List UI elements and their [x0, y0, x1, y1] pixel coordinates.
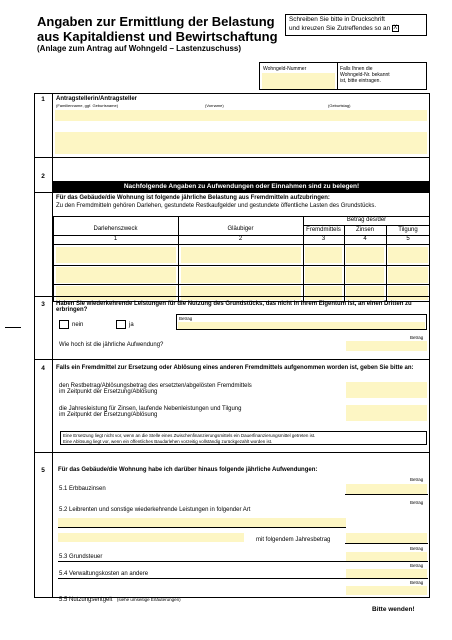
loan-row-2-glaeubiger[interactable] [181, 267, 301, 283]
print-notice-box [285, 14, 427, 36]
loan-row-2-fremd[interactable] [305, 267, 342, 283]
col-darlehenszweck: Darlehenszweck [93, 226, 138, 232]
section-5-5-hint: (siehe umseitige Erläuterungen) [116, 597, 181, 602]
divider-2 [34, 296, 430, 297]
ja-checkbox[interactable] [116, 320, 126, 329]
section-4-jahresleistung-input[interactable] [346, 405, 427, 421]
section-4-item-2 [59, 406, 241, 418]
section-4-item-1 [59, 383, 252, 395]
col-glaeubiger: Gläubiger [227, 226, 254, 232]
section-4-heading: Falls ein Fremdmittel zur Ersetzung oder Ablösung eines anderen Fremdmittels aufgenommen worden ist, geben Sie bitte an: [56, 365, 414, 371]
vorname-hint: (Vorname) [205, 103, 224, 108]
section-4-note-line-2: Eine Ablösung liegt vor, wenn ein öffentliches Baudarlehen vorzeitig vollständig zurückgezahlt worden ist. [63, 439, 273, 444]
section-5-3-rule [58, 561, 428, 562]
nein-label: nein [72, 322, 84, 328]
col-number-4: 4 [363, 236, 367, 242]
fold-mark [5, 327, 21, 328]
loan-row-3-darlehen[interactable] [56, 286, 176, 300]
section-5-5-row [59, 588, 181, 606]
loan-row-2-tilgung[interactable] [388, 267, 428, 283]
section-3-question-line-2: erbringen? [56, 307, 88, 313]
loan-number-line [53, 244, 430, 245]
section-2-sub: Zu den Fremdmitteln gehören Darlehen, gestundete Restkaufgelder und gestundete öffentliche Lasten des Grundstücks. [56, 203, 377, 209]
loan-row-3-zinsen[interactable] [346, 286, 384, 300]
nutzungsentgelt-input[interactable] [346, 586, 427, 595]
loan-row-1-tilgung[interactable] [388, 247, 428, 263]
geburtstag-hint: (Geburtstag) [328, 103, 351, 108]
section-3-number: 3 [41, 301, 45, 308]
name-hint: (Familienname, ggf. Geburtsname) [56, 103, 119, 108]
page-subtitle: (Anlage zum Antrag auf Wohngeld – Lastenzuschuss) [37, 44, 242, 53]
col-number-2: 2 [238, 236, 243, 242]
section-4-note-line-1: Eine Ersetzung liegt nicht vor, wenn an die Stelle eines Zwischenfinanzierungsmittels ein Dauerfinanzierungsmittel getreten ist. [63, 433, 316, 438]
section-4-item-1-line-1: den Restbetrag/Ablösungsbetrag des ersetzten/abgelösten Fremdmittels [59, 383, 252, 389]
section-5-heading: Für das Gebäude/die Wohnung habe ich darüber hinaus folgende jährliche Aufwendungen: [58, 467, 318, 473]
wohngeld-note-line-2: Wohngeld-Nr. bekannt [340, 72, 390, 78]
leibrenten-art-input-2[interactable] [58, 533, 244, 542]
grundsteuer-input[interactable] [346, 552, 427, 561]
loan-subheader-line [303, 225, 430, 226]
loan-row-3-fremd[interactable] [305, 286, 342, 300]
loan-row-1-fremd[interactable] [305, 247, 342, 263]
section-3-betrag-input[interactable] [178, 322, 425, 329]
section-3-betrag-label-2: Betrag [410, 335, 424, 340]
loan-row-3-glaeubiger[interactable] [181, 286, 301, 300]
wohngeld-number-box [259, 62, 427, 90]
section-5-3-betrag-label: Betrag [410, 546, 424, 551]
divider-banner [34, 192, 430, 193]
title-line-2: aus Kapitaldienst und Bewirtschaftung [37, 29, 278, 44]
section-4-restbetrag-input[interactable] [346, 382, 427, 398]
section-2-heading: Für das Gebäude/die Wohnung ist folgende jährliche Belastung aus Fremdmitteln aufzubringen: [56, 195, 330, 201]
notice-line-1: Schreiben Sie bitte in Druckschrift [289, 16, 385, 23]
notice-line-2: und kreuzen Sie Zutreffendes so an [289, 24, 391, 32]
wohngeld-note-line-1: Falls Ihnen die [340, 66, 373, 72]
section-5-1-label: 5.1 Erbbauzinsen [59, 486, 106, 492]
section-4-note [63, 433, 315, 445]
section-5-2-betrag-label: Betrag [410, 500, 424, 505]
number-column-divider [52, 93, 53, 598]
ja-label: ja [129, 322, 134, 328]
col-number-3: 3 [321, 236, 326, 242]
loan-row-line-2 [53, 284, 430, 285]
col-fremdmittels: Fremdmittels [306, 227, 341, 233]
loan-row-2-zinsen[interactable] [346, 267, 384, 283]
section-4-number: 4 [41, 365, 45, 372]
leibrenten-betrag-input[interactable] [346, 533, 427, 543]
divider-3 [34, 359, 430, 360]
section-5-2-amount-rule [345, 543, 428, 544]
section-5-2-label: 5.2 Leibrenten und sonstige wiederkehrende Leistungen in folgender Art [59, 507, 251, 513]
section-2-number: 2 [41, 173, 45, 180]
anschrift-input[interactable] [55, 132, 427, 154]
section-5-4-label: 5.4 Verwaltungskosten an andere [59, 571, 149, 577]
loan-row-2-darlehen[interactable] [56, 267, 176, 283]
section-5-4-rule [58, 578, 428, 579]
verwaltungskosten-input[interactable] [346, 569, 427, 578]
col-betrag-header: Betrag des/der [346, 217, 387, 223]
wohngeld-note-line-3: ist, bitte eintragen. [340, 78, 381, 84]
evidence-banner: Nachfolgende Angaben zu Aufwendungen oder Einnahmen sind zu belegen! [53, 181, 430, 192]
section-3-question [56, 301, 426, 313]
section-5-1-rule [345, 494, 428, 495]
erbbauzinsen-input[interactable] [346, 484, 427, 494]
loan-row-1-glaeubiger[interactable] [181, 247, 301, 263]
col-number-5: 5 [406, 236, 410, 242]
col-zinsen: Zinsen [355, 227, 374, 233]
wohngeld-divider [337, 63, 338, 89]
divider-4 [34, 452, 430, 453]
section-4-item-2-line-2: im Zeitpunkt der Ersetzung/Ablösung [59, 412, 158, 418]
section-5-3-label: 5.3 Grundsteuer [59, 554, 103, 560]
example-cross-box: X [393, 24, 398, 31]
section-5-5-label: 5.5 Nutzungsentgelt [59, 597, 113, 603]
wohngeld-note [340, 66, 425, 84]
name-input[interactable] [55, 110, 427, 121]
section-5-1-betrag-label: Betrag [410, 477, 424, 482]
section-5-number: 5 [41, 467, 45, 474]
section-1-number: 1 [41, 96, 45, 103]
section-5-2-rule [58, 527, 346, 528]
turn-page-note: Bitte wenden! [372, 606, 415, 613]
wohngeld-number-field[interactable] [262, 73, 335, 89]
page-title [37, 14, 287, 44]
section-4-item-1-line-2: im Zeitpunkt der Ersetzung/Ablösung [59, 389, 158, 395]
title-line-1: Angaben zur Ermittlung der Belastung [37, 14, 275, 29]
leibrenten-art-input[interactable] [58, 518, 346, 527]
section-5-5-betrag-label: Betrag [410, 580, 424, 585]
col-number-1: 1 [113, 236, 118, 242]
wohngeld-number-label: Wohngeld-Nummer [263, 66, 307, 72]
section-3-followup: Wie hoch ist die jährliche Aufwendung? [59, 342, 164, 348]
loan-row-line-1 [53, 265, 430, 266]
section-1-heading: Antragstellerin/Antragsteller [56, 96, 138, 102]
section-5-4-betrag-label: Betrag [410, 563, 424, 568]
section-4-item-2-line-1: die Jahresleistung für Zinsen, laufende Nebenleistungen und Tilgung [59, 406, 242, 412]
nein-checkbox[interactable] [59, 320, 69, 329]
section-3-question-line-1: Haben Sie wiederkehrende Leistungen für die Nutzung des Grundstücks, das nicht in Ihrem Eigentum ist, an einen Dritten zu [56, 301, 412, 307]
col-tilgung: Tilgung [398, 227, 418, 233]
divider-1 [34, 157, 430, 158]
loan-row-1-zinsen[interactable] [346, 247, 384, 263]
loan-row-3-tilgung[interactable] [388, 286, 428, 300]
jahresbetrag-label: mit folgendem Jahresbetrag [256, 537, 331, 543]
section-3-betrag-label: Betrag [179, 316, 193, 321]
section-3-amount-input[interactable] [346, 341, 427, 351]
loan-row-1-darlehen[interactable] [56, 247, 176, 263]
